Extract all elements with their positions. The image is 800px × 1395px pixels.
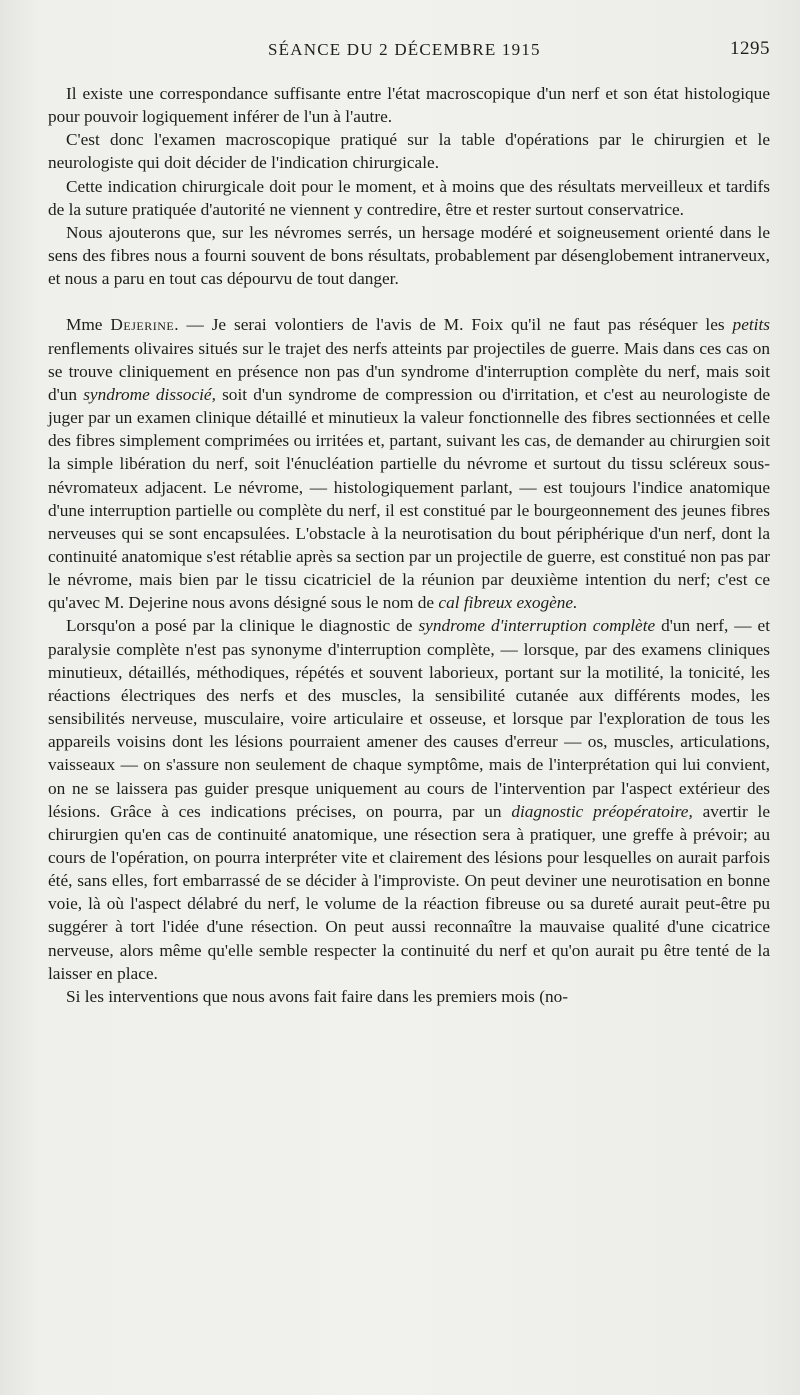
running-head: SÉANCE DU 2 DÉCEMBRE 1915 xyxy=(268,40,541,59)
paragraph-3-text: Cette indication chirurgicale doit pour le moment, et à moins que des résultats merveilleux et tardifs de la suture pratiquée d'autorité ne viennent y contredire, être et rester surtout conservatrice. xyxy=(48,176,770,219)
paragraph-6-part-1: Lorsqu'on a posé par la clinique le diagnostic de xyxy=(66,616,419,636)
page-header xyxy=(48,36,770,66)
paragraph-3 xyxy=(48,175,770,221)
emphasis-syndrome-dissocie: syndrome dissocié, xyxy=(83,384,216,404)
paragraph-7-text: Si les interventions que nous avons fait faire dans les premiers mois (no- xyxy=(66,986,569,1006)
paragraph-6-part-2: d'un nerf, — et paralysie complète n'est pas synonyme d'interruption complète, — lorsque, par des examens cliniques minutieux, détaillés, méthodiques, répétés et souvent laborieux, portant sur la motilité, la tonicité, les réactions électriques des nerfs et des muscles, la sensibilité cutanée aux différents modes, les sensibilités nerveuse, musculaire, voire articulaire et osseuse, et lorsque par l'exploration de tous les appareils voisins dont les lésions pourraient amener des causes d'erreur — os, muscles, articulations, vaisseaux — on s'assure non seulement de chaque symptôme, mais de l'interprétation qui lui convient, on ne se laissera pas guider presque uniquement au cours de l'intervention par l'aspect extérieur des lésions. Grâce à ces indications précises, on pourra, par un xyxy=(48,616,770,821)
speaker-prefix: Mme xyxy=(66,315,111,335)
paragraph-1 xyxy=(48,82,770,128)
paragraph-2 xyxy=(48,128,770,174)
paragraph-5 xyxy=(48,313,770,614)
paragraph-4-text: Nous ajouterons que, sur les névromes serrés, un hersage modéré et soigneusement orienté dans le sens des fibres nous a fourni souvent de bons résultats, probablement par désenglobement intranerveux, et nous a paru en tout cas dépourvu de tout danger. xyxy=(48,222,770,289)
paragraph-6-part-3: avertir le chirurgien qu'en cas de continuité anatomique, une résection sera à pratiquer, une greffe à prévoir; au cours de l'opération, on pourra interpréter vite et clairement des lésions pour lesquelles on aurait parfois été, sans elles, fort embarrassé de se décider à l'improviste. On peut deviner une neurotisation en bonne voie, là où l'aspect délabré du nerf, le volume de la réaction fibreuse ou sa dureté aurait peut-être pu suggérer à tort l'idée d'une résection. On peut aussi reconnaître la mauvaise qualité d'une cicatrice nerveuse, alors même qu'elle semble respecter la continuité du nerf et qu'on aurait pu être tenté de la laisser en place. xyxy=(48,801,771,983)
paragraph-5-part-1: . — Je serai volontiers de l'avis de M. Foix qu'il ne faut pas réséquer les xyxy=(174,315,733,335)
paragraph-1-text: Il existe une correspondance suffisante entre l'état macroscopique d'un nerf et son état histologique pour pouvoir logiquement inférer de l'un à l'autre. xyxy=(48,84,770,127)
paragraph-5-part-2: renflements olivaires situés sur le trajet des nerfs atteints par projectiles de guerre. Mais dans ces cas on se trouve cliniquement en présence non pas d'un syndrome d'interruption complète du nerf, mais soit d'un xyxy=(48,338,770,404)
speaker-name: Dejerine xyxy=(110,315,175,335)
emphasis-diagnostic-preoperatoire: diagnostic préopératoire, xyxy=(511,801,693,821)
emphasis-syndrome-interruption: syndrome d'interruption complète xyxy=(418,616,656,636)
paragraph-5-part-3: soit d'un syndrome de compression ou d'irritation, et c'est au neurologiste de juger par un examen clinique détaillé et minutieux la valeur fonctionnelle des fibres sectionnées et celle des fibres simplement comprimées ou irritées et, partant, suivant les cas, de demander au chirurgien soit la simple libération du nerf, soit l'énucléation partielle du névrome et surtout du tissu scléreux sous-névromateux adjacent. Le névrome, — histologiquement parlant, — est toujours l'indice anatomique d'une interruption partielle ou complète du nerf, il est constitué par le bourgeonnement des jeunes fibres nerveuses qui se sont encapsulées. L'obstacle à la neurotisation du bout périphérique d'un nerf, dont la continuité anatomique s'est rétablie après sa section par un projectile de guerre, est constitué non pas par le névrome, mais bien par le tissu cicatriciel de la réunion par deuxième intention du nerf; c'est ce qu'avec M. Dejerine nous avons désigné sous le nom de xyxy=(48,384,770,613)
page-number: 1295 xyxy=(730,38,770,59)
body-text xyxy=(48,82,770,1008)
paragraph-2-text: C'est donc l'examen macroscopique pratiqué sur la table d'opérations par le chirurgien et le neurologiste qui doit décider de l'indication chirurgicale. xyxy=(48,130,770,173)
emphasis-petits: petits xyxy=(732,315,770,335)
paragraph-6 xyxy=(48,614,770,985)
paragraph-4 xyxy=(48,221,770,290)
paragraph-7 xyxy=(48,985,770,1008)
emphasis-cal-fibreux: cal fibreux exogène. xyxy=(438,593,578,613)
